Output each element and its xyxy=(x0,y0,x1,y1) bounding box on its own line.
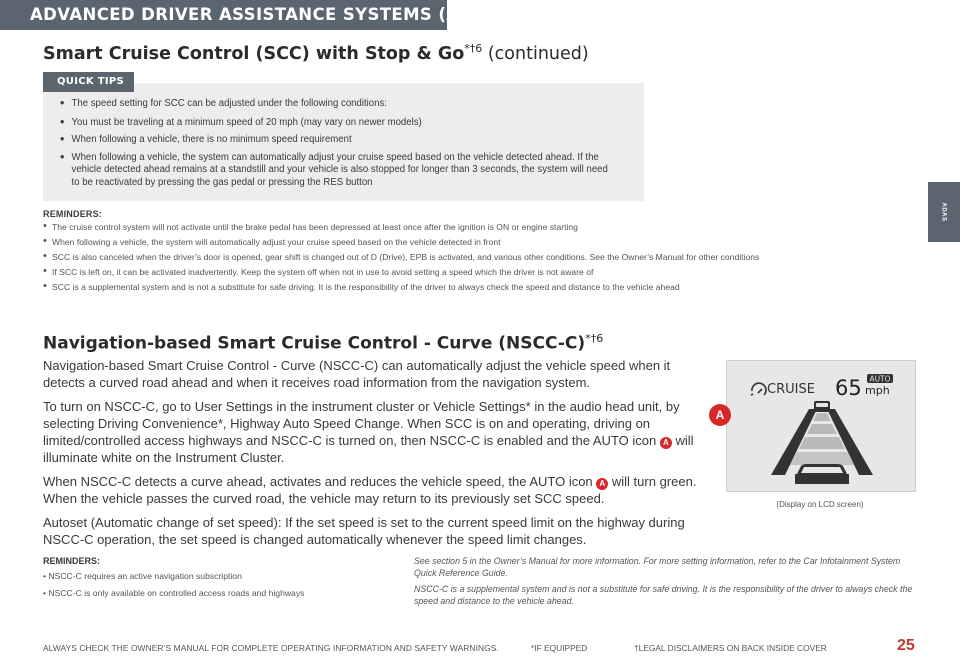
reminder-item: • If SCC is left on, it can be activated inadvertently. Keep the system off when not in use to avoid setting a speed which the driver is not aware of xyxy=(43,267,763,278)
section-heading xyxy=(43,332,603,354)
reminders-list xyxy=(43,571,304,605)
speed-unit: mph xyxy=(865,384,890,397)
callout-badge: A xyxy=(660,437,672,449)
quick-tips-list xyxy=(60,98,617,195)
paragraph: To turn on NSCC-C, go to User Settings in the instrument cluster or Vehicle Settings* in the audio head unit, by selecting Driving Convenience*, Highway Auto Speed Change. When SCC is on and operating, driving on limited/controlled access highways and NSCC-C is turned on, then NSCC-C is enabled and the AUTO icon A will illuminate white on the Instrument Cluster. xyxy=(43,399,694,465)
quick-tip-item: • The speed setting for SCC can be adjusted under the following conditions: xyxy=(60,98,617,111)
speedometer-icon xyxy=(751,383,766,395)
lcd-display xyxy=(726,360,916,492)
heading-sup: *†6 xyxy=(585,332,604,345)
notes xyxy=(414,556,919,612)
section-banner: ADVANCED DRIVER ASSISTANCE SYSTEMS (ADAS) xyxy=(0,0,447,30)
reminder-item: • SCC is a supplemental system and is not a substitute for safe driving. It is the responsibility of the driver to always check the speed and distance to the vehicle ahead xyxy=(43,282,763,293)
auto-label: AUTO xyxy=(869,374,891,384)
title-suffix: (continued) xyxy=(482,43,589,64)
body-text xyxy=(43,357,708,555)
reminder-item: • NSCC-C is only available on controlled access roads and highways xyxy=(43,588,305,598)
lcd-illustration xyxy=(727,361,917,493)
lcd-caption: (Display on LCD screen) xyxy=(776,500,864,509)
quick-tip-item: • When following a vehicle, there is no minimum speed requirement xyxy=(60,134,617,147)
quick-tips-label: QUICK TIPS xyxy=(43,72,134,92)
callout-marker-a: A xyxy=(709,404,731,426)
page-number: 25 xyxy=(897,637,915,654)
reminder-item: • The cruise control system will not activate until the brake pedal has been depressed at least once after the ignition is ON or engine starting xyxy=(43,222,763,233)
side-tab-label: ADAS xyxy=(940,202,947,222)
title-text: Smart Cruise Control (SCC) with Stop & Go xyxy=(43,43,465,64)
quick-tip-item: • You must be traveling at a minimum speed of 20 mph (may vary on newer models) xyxy=(60,117,617,130)
reminder-item: • SCC is also canceled when the driver’s door is opened, gear shift is changed out of D (Drive), EPB is activated, and various other conditions. See the Owner’s Manual for other conditions xyxy=(43,252,763,263)
lead-car-icon xyxy=(814,401,830,412)
footer-warning: ALWAYS CHECK THE OWNER’S MANUAL FOR COMPLETE OPERATING INFORMATION AND SAFETY WARNINGS. xyxy=(43,643,499,653)
title-sup: *†6 xyxy=(464,42,483,55)
reminders-title: REMINDERS: xyxy=(43,209,103,219)
own-car-icon xyxy=(795,464,849,484)
callout-badge: A xyxy=(596,478,608,490)
reminder-item: • NSCC-C requires an active navigation subscription xyxy=(43,571,242,581)
reminders-list xyxy=(43,222,763,297)
reminder-item: • When following a vehicle, the system will automatically adjust your cruise speed based on the vehicle detected in front xyxy=(43,237,763,248)
quick-tip-item: • When following a vehicle, the system can automatically adjust your cruise speed based on the vehicle detected ahead. If the vehicle detected ahead remains at a standstill and your vehicle is also stopped for longer than 3 seconds, the system will need to be reactivated by pressing the gas pedal or pressing the RES button xyxy=(60,152,617,190)
footer-legal: †LEGAL DISCLAIMERS ON BACK INSIDE COVER xyxy=(634,643,827,653)
paragraph: When NSCC-C detects a curve ahead, activates and reduces the vehicle speed, the AUTO icon A will turn green. When the vehicle passes the curved road, the vehicle may return to its previously set SCC speed. xyxy=(43,474,697,506)
page-title xyxy=(43,42,589,64)
reminders-title: REMINDERS: xyxy=(43,556,101,566)
note: NSCC-C is a supplemental system and is not a substitute for safe driving. It is the responsibility of the driver to always check the speed and distance to the vehicle ahead. xyxy=(414,584,913,606)
paragraph: Autoset (Automatic change of set speed): If the set speed is set to the current speed limit on the highway during NSCC-C operation, the set speed is changed automatically whenever the speed limit changes. xyxy=(43,515,685,547)
paragraph: Navigation-based Smart Cruise Control - Curve (NSCC-C) can automatically adjust the vehicle speed when it detects a curved road ahead and when it receives road information from the navigation system. xyxy=(43,358,671,390)
note: See section 5 in the Owner’s Manual for more information. For more setting information, refer to the Car Infotainment System Quick Reference Guide. xyxy=(414,556,901,578)
footer-if-equipped: *IF EQUIPPED xyxy=(531,643,588,653)
set-speed: 65 xyxy=(835,376,862,400)
cruise-label: CRUISE xyxy=(767,382,815,397)
side-tab xyxy=(928,182,960,242)
heading-text: Navigation-based Smart Cruise Control - Curve (NSCC-C) xyxy=(43,333,586,354)
